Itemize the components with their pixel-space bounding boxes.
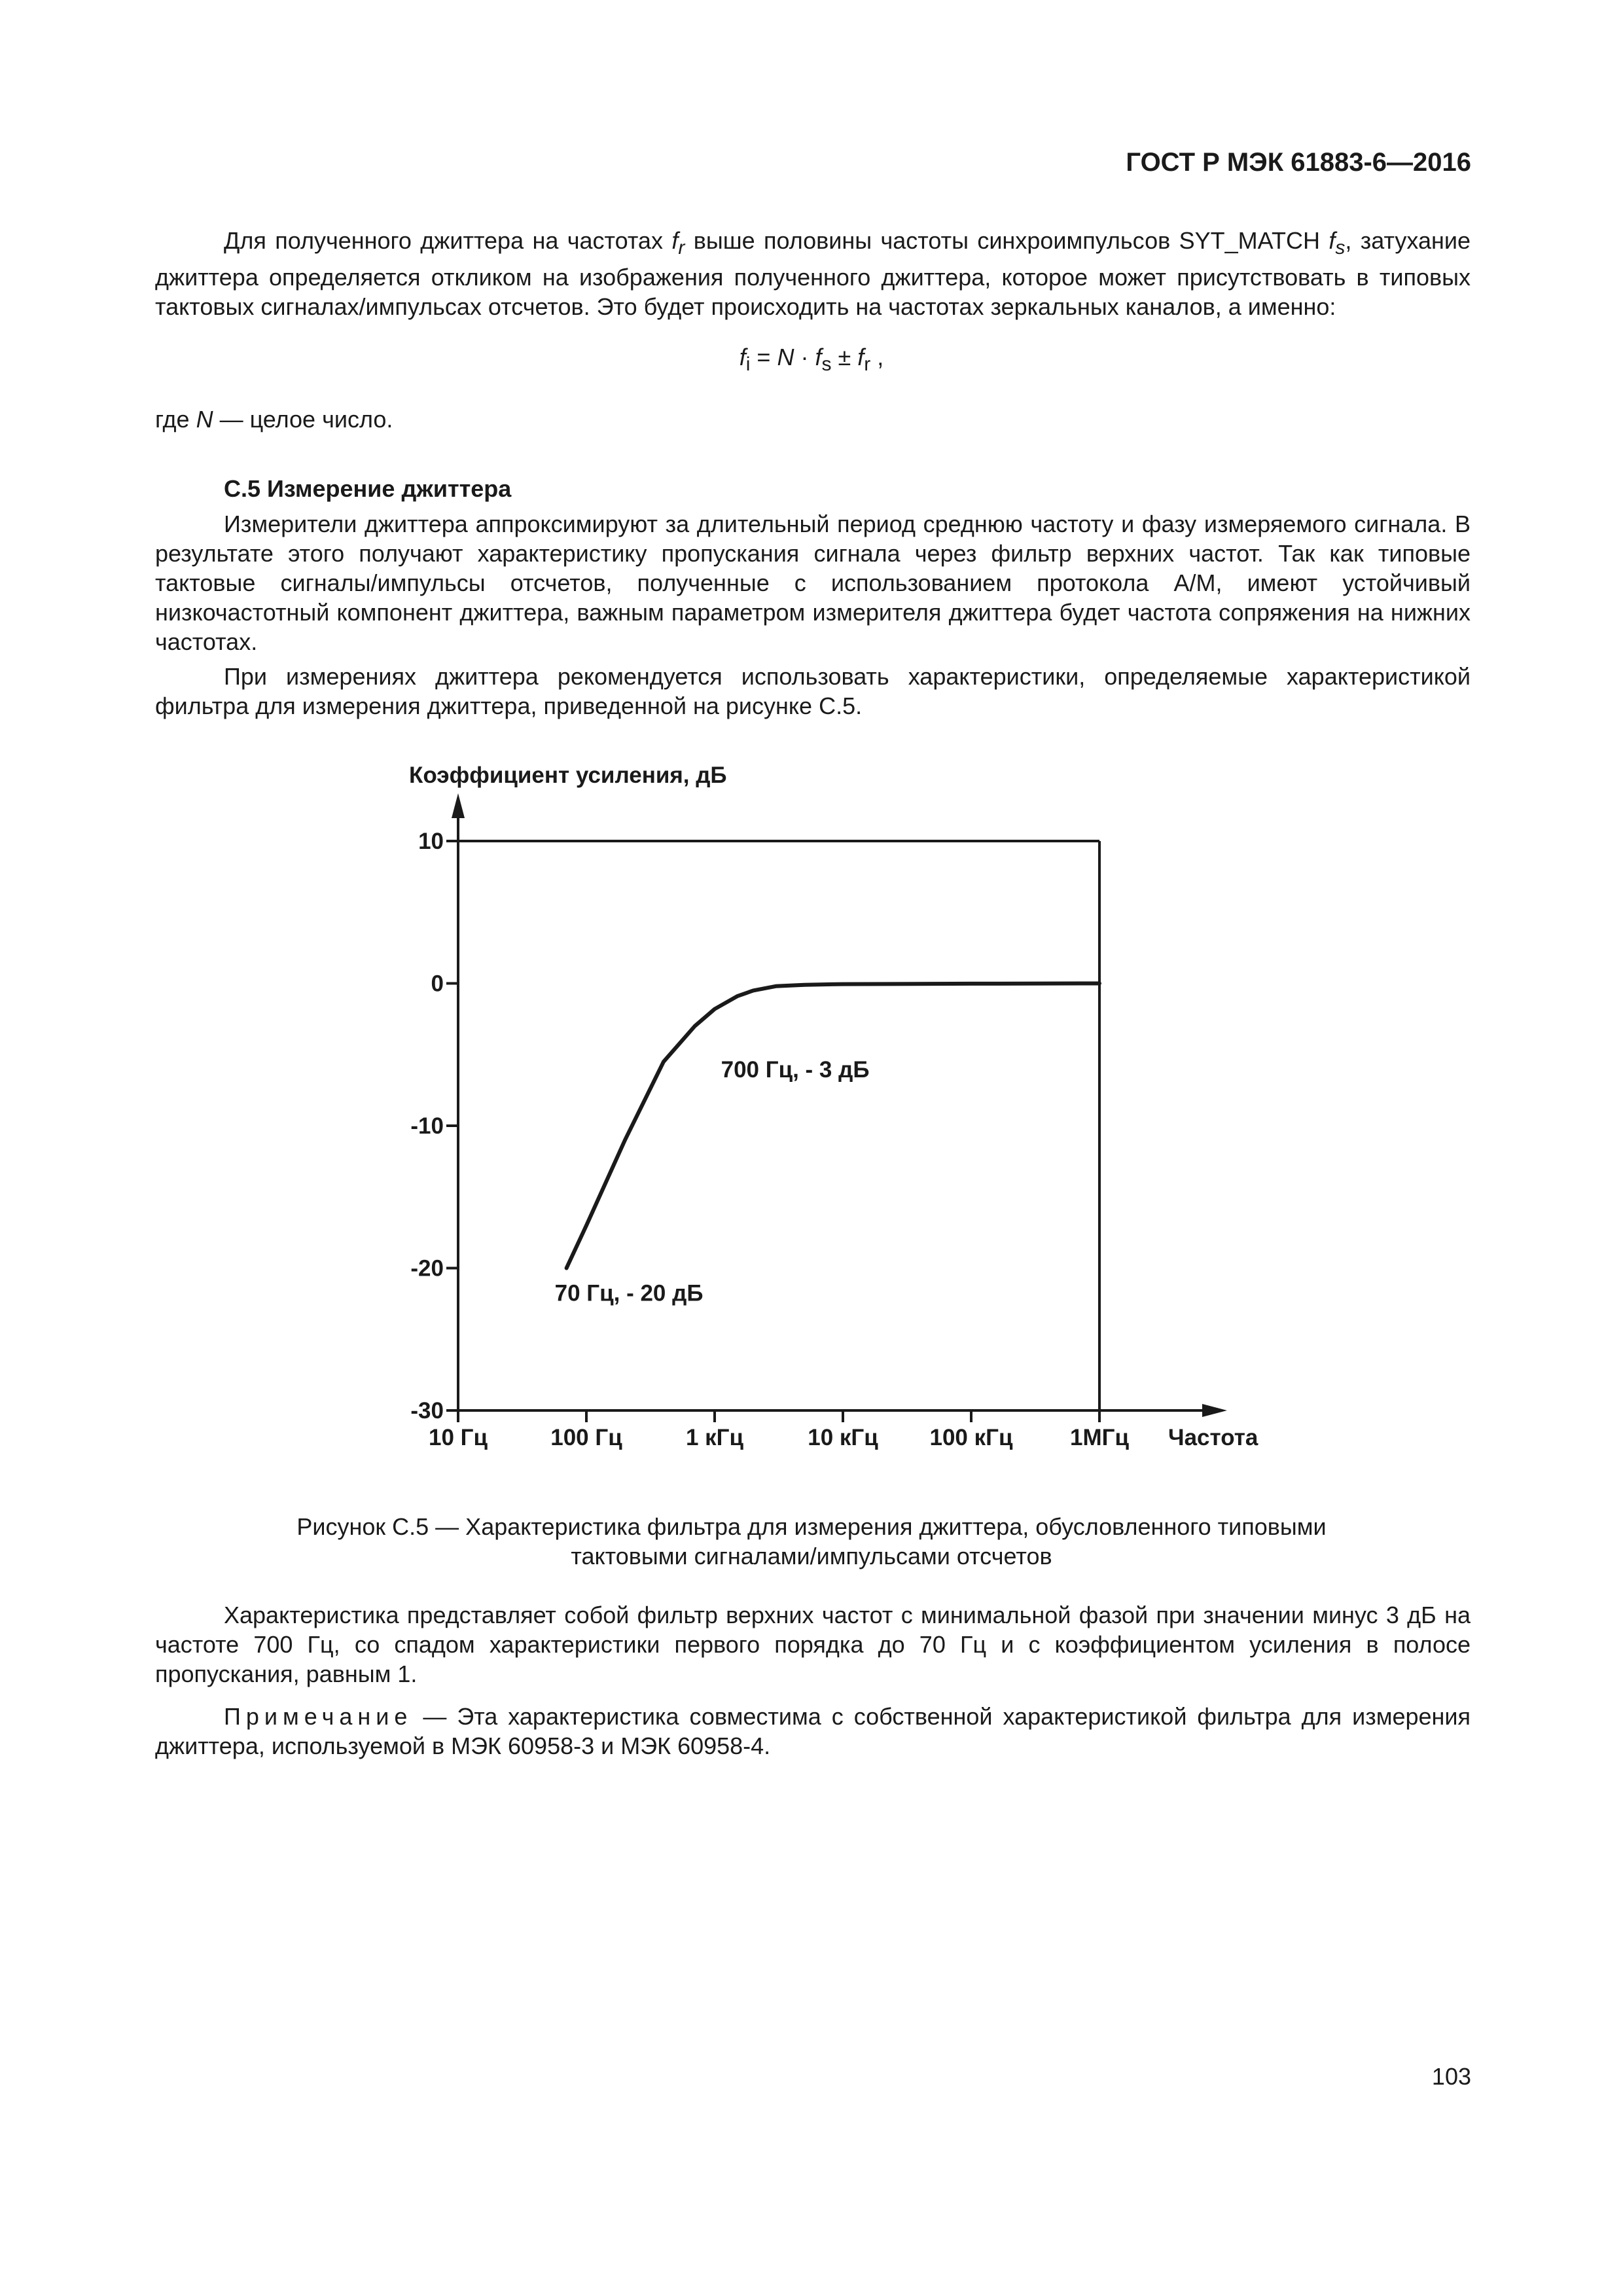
intro-text-b: выше половины частоты синхроимпульсов SYT_MATCH (693, 227, 1320, 254)
intro-text-a: Для полученного джиттера на частотах (224, 227, 663, 254)
x-tick-label: 1МГц (1070, 1425, 1129, 1450)
page-number: 103 (1431, 2063, 1471, 2090)
where-clause: где N — целое число. (155, 406, 393, 433)
x-tick-label: 100 Гц (550, 1425, 622, 1450)
y-tick-label: -30 (410, 1398, 444, 1424)
section-heading: С.5 Измерение джиттера (224, 475, 512, 502)
y-tick-label: 0 (431, 971, 444, 997)
figure-caption (196, 1512, 1427, 1571)
y-axis-label: Коэффициент усиления, дБ (409, 762, 727, 788)
annotation-70hz: 70 Гц, - 20 дБ (554, 1280, 704, 1306)
section-paragraph-2: При измерениях джиттера рекомендуется использовать характеристики, определяемые характеристикой фильтра для измерения джиттера, приведенной на рисунке С.5. (155, 663, 1471, 719)
fr-symbol: $f_r$ (671, 227, 685, 259)
x-axis-label: Частота (1168, 1425, 1258, 1450)
y-axis-arrow (452, 793, 465, 818)
section-paragraph-1: Измерители джиттера аппроксимируют за длительный период среднюю частоту и фазу измеряемого сигнала. В результате этого получают характеристику пропускания сигнала через фильтр верхних частот. Так как типовые тактовые сигналы/импульсы отсчетов, полученные с использованием протокола A/M, имеют устойчивый низкочастотный компонент джиттера, важным параметром измерителя джиттера будет частота сопряжения на нижних частотах. (155, 511, 1471, 655)
caption-line-1: Рисунок С.5 — Характеристика фильтра для измерения джиттера, обусловленного типовыми (296, 1513, 1327, 1540)
y-tick-label: -10 (410, 1113, 444, 1139)
fs-symbol: $f_s$ (1329, 227, 1346, 259)
response-curve (567, 984, 1099, 1268)
image-frequency-formula: $f_i = N \cdot f_s \pm f_r$ , (739, 344, 884, 376)
note-paragraph (155, 1702, 1471, 1761)
x-tick-label: 100 кГц (929, 1425, 1013, 1450)
annotation-700hz: 700 Гц, - 3 дБ (721, 1056, 870, 1083)
caption-line-2: тактовыми сигналами/импульсами отсчетов (571, 1543, 1052, 1570)
x-tick-label: 10 кГц (808, 1425, 878, 1450)
document-id: ГОСТ Р МЭК 61883-6—2016 (1126, 148, 1471, 177)
x-tick-label: 1 кГц (685, 1425, 744, 1450)
conclusion-paragraph: Характеристика представляет собой фильтр верхних частот с минимальной фазой при значении минус 3 дБ на частоте 700 Гц, со спадом характеристики первого порядка до 70 Гц и с коэффициентом усиления в полосе пропускания, равным 1. (155, 1602, 1471, 1687)
intro-text-c: , затухание джиттера определяется откликом на изображения полученного джиттера, которое может присутствовать в типовых тактовых сигналах/импульсах отсчетов. Это будет происходить на частотах зеркальных каналов, а именно: (155, 227, 1471, 321)
note-label: Примечание (224, 1703, 413, 1730)
y-tick-label: 10 (418, 829, 444, 854)
note-text: — Эта характеристика совместима с собственной характеристикой фильтра для измерения джиттера, используемой в МЭК 60958-3 и МЭК 60958-4. (155, 1703, 1471, 1759)
x-axis-arrow (1202, 1404, 1227, 1417)
y-tick-label: -20 (410, 1255, 444, 1282)
x-tick-label: 10 Гц (428, 1425, 488, 1450)
